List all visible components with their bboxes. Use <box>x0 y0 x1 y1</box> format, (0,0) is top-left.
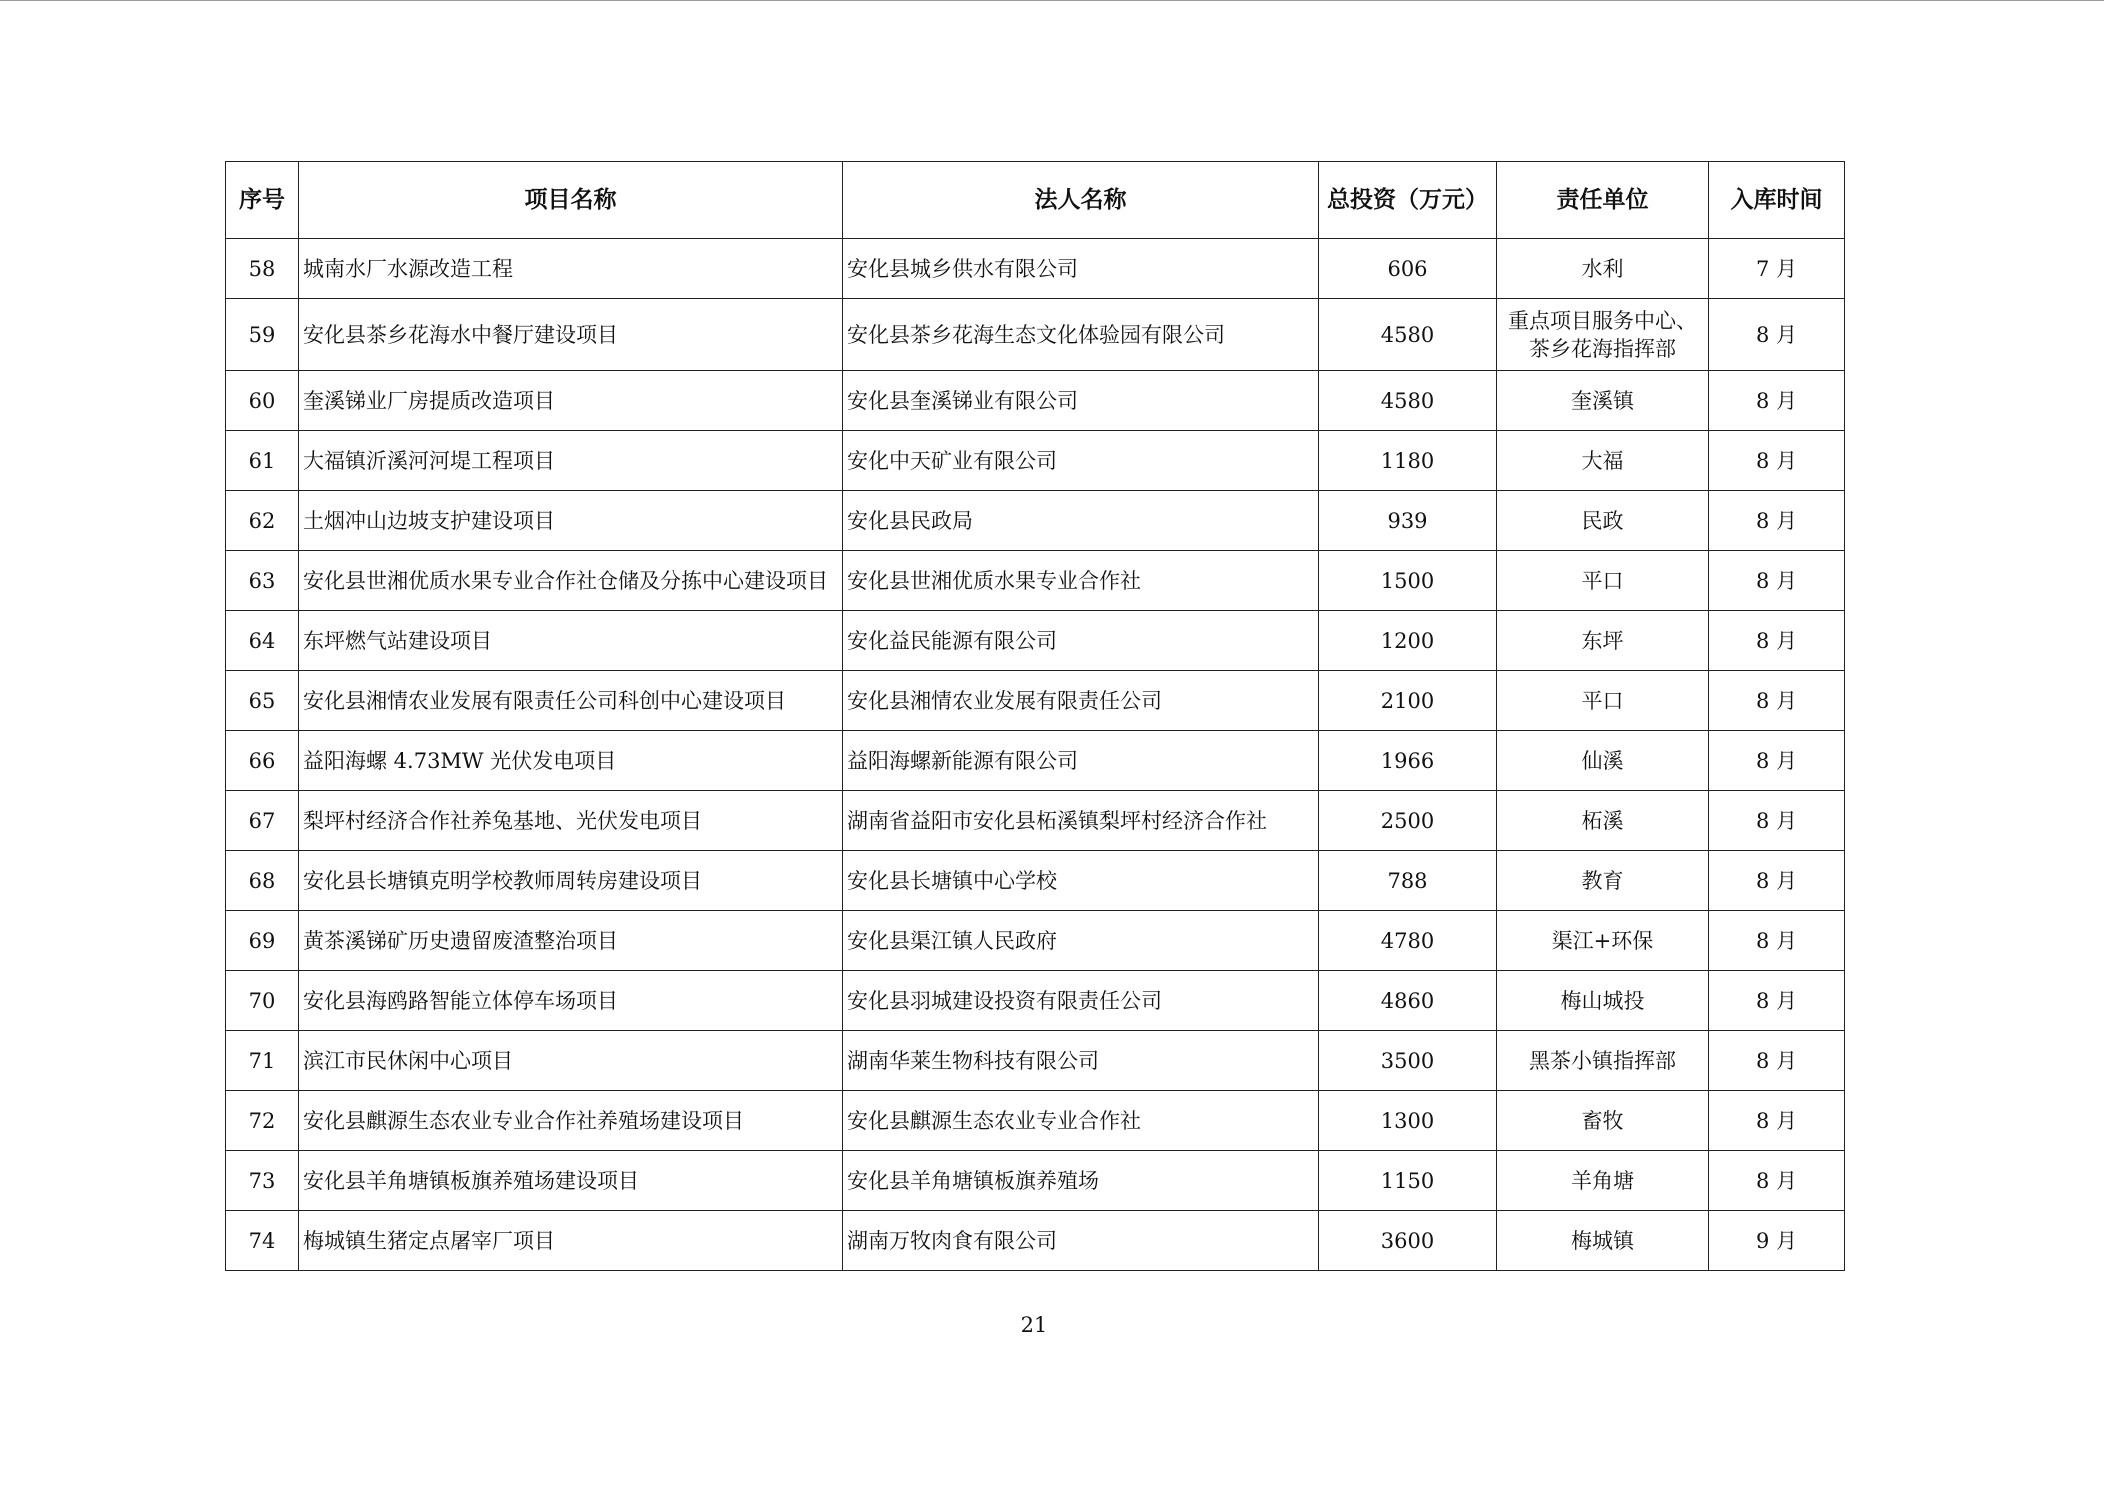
cell-responsible-unit: 畜牧 <box>1497 1091 1709 1151</box>
cell-responsible-unit: 奎溪镇 <box>1497 371 1709 431</box>
cell-responsible-unit: 教育 <box>1497 851 1709 911</box>
cell-entry-date: 8 月 <box>1709 671 1845 731</box>
cell-project-name: 梅城镇生猪定点屠宰厂项目 <box>299 1211 843 1271</box>
header-total-investment: 总投资（万元） <box>1319 162 1497 239</box>
cell-responsible-unit: 东坪 <box>1497 611 1709 671</box>
cell-legal-entity: 安化县茶乡花海生态文化体验园有限公司 <box>843 299 1319 371</box>
cell-serial-number: 71 <box>226 1031 299 1091</box>
cell-entry-date: 8 月 <box>1709 851 1845 911</box>
cell-serial-number: 65 <box>226 671 299 731</box>
cell-total-investment: 1150 <box>1319 1151 1497 1211</box>
table-row <box>226 971 1845 1031</box>
cell-legal-entity: 安化县长塘镇中心学校 <box>843 851 1319 911</box>
cell-responsible-unit: 水利 <box>1497 239 1709 299</box>
cell-serial-number: 58 <box>226 239 299 299</box>
cell-total-investment: 1200 <box>1319 611 1497 671</box>
cell-legal-entity: 安化中天矿业有限公司 <box>843 431 1319 491</box>
cell-project-name: 安化县羊角塘镇板旗养殖场建设项目 <box>299 1151 843 1211</box>
cell-project-name: 黄茶溪锑矿历史遗留废渣整治项目 <box>299 911 843 971</box>
cell-legal-entity: 安化益民能源有限公司 <box>843 611 1319 671</box>
cell-serial-number: 63 <box>226 551 299 611</box>
cell-project-name: 土烟冲山边坡支护建设项目 <box>299 491 843 551</box>
cell-responsible-unit: 仙溪 <box>1497 731 1709 791</box>
table-body <box>226 239 1845 1271</box>
cell-legal-entity: 益阳海螺新能源有限公司 <box>843 731 1319 791</box>
page-number: 21 <box>1020 1313 1048 1337</box>
cell-legal-entity: 湖南万牧肉食有限公司 <box>843 1211 1319 1271</box>
cell-total-investment: 788 <box>1319 851 1497 911</box>
cell-project-name: 安化县麒源生态农业专业合作社养殖场建设项目 <box>299 1091 843 1151</box>
table-row <box>226 371 1845 431</box>
cell-serial-number: 66 <box>226 731 299 791</box>
cell-legal-entity: 安化县湘情农业发展有限责任公司 <box>843 671 1319 731</box>
cell-serial-number: 60 <box>226 371 299 431</box>
cell-serial-number: 67 <box>226 791 299 851</box>
cell-project-name: 东坪燃气站建设项目 <box>299 611 843 671</box>
table-header <box>226 162 1845 239</box>
cell-serial-number: 61 <box>226 431 299 491</box>
header-responsible-unit: 责任单位 <box>1497 162 1709 239</box>
cell-project-name: 安化县湘情农业发展有限责任公司科创中心建设项目 <box>299 671 843 731</box>
cell-project-name: 梨坪村经济合作社养兔基地、光伏发电项目 <box>299 791 843 851</box>
cell-total-investment: 1500 <box>1319 551 1497 611</box>
table-row <box>226 671 1845 731</box>
cell-responsible-unit: 柘溪 <box>1497 791 1709 851</box>
table-row <box>226 299 1845 371</box>
cell-project-name: 滨江市民休闲中心项目 <box>299 1031 843 1091</box>
cell-serial-number: 69 <box>226 911 299 971</box>
cell-serial-number: 72 <box>226 1091 299 1151</box>
cell-project-name: 奎溪锑业厂房提质改造项目 <box>299 371 843 431</box>
cell-entry-date: 7 月 <box>1709 239 1845 299</box>
cell-legal-entity: 安化县奎溪锑业有限公司 <box>843 371 1319 431</box>
cell-legal-entity: 湖南华莱生物科技有限公司 <box>843 1031 1319 1091</box>
cell-responsible-unit: 梅山城投 <box>1497 971 1709 1031</box>
project-table <box>225 161 1845 1271</box>
cell-total-investment: 4580 <box>1319 371 1497 431</box>
cell-entry-date: 9 月 <box>1709 1211 1845 1271</box>
cell-responsible-unit: 平口 <box>1497 551 1709 611</box>
cell-project-name: 安化县海鸥路智能立体停车场项目 <box>299 971 843 1031</box>
cell-total-investment: 939 <box>1319 491 1497 551</box>
cell-entry-date: 8 月 <box>1709 299 1845 371</box>
cell-entry-date: 8 月 <box>1709 431 1845 491</box>
cell-total-investment: 3500 <box>1319 1031 1497 1091</box>
cell-entry-date: 8 月 <box>1709 1151 1845 1211</box>
cell-responsible-unit: 大福 <box>1497 431 1709 491</box>
cell-project-name: 城南水厂水源改造工程 <box>299 239 843 299</box>
table-row <box>226 851 1845 911</box>
header-legal-entity: 法人名称 <box>843 162 1319 239</box>
cell-project-name: 安化县世湘优质水果专业合作社仓储及分拣中心建设项目 <box>299 551 843 611</box>
cell-entry-date: 8 月 <box>1709 611 1845 671</box>
cell-entry-date: 8 月 <box>1709 731 1845 791</box>
table-row <box>226 239 1845 299</box>
cell-responsible-unit: 梅城镇 <box>1497 1211 1709 1271</box>
cell-total-investment: 2500 <box>1319 791 1497 851</box>
table-row <box>226 731 1845 791</box>
header-project-name: 项目名称 <box>299 162 843 239</box>
cell-responsible-unit: 平口 <box>1497 671 1709 731</box>
table-row <box>226 1151 1845 1211</box>
cell-responsible-unit: 黑茶小镇指挥部 <box>1497 1031 1709 1091</box>
cell-serial-number: 70 <box>226 971 299 1031</box>
cell-serial-number: 64 <box>226 611 299 671</box>
table-row <box>226 1091 1845 1151</box>
cell-serial-number: 59 <box>226 299 299 371</box>
cell-responsible-unit: 渠江+环保 <box>1497 911 1709 971</box>
cell-legal-entity: 安化县世湘优质水果专业合作社 <box>843 551 1319 611</box>
cell-total-investment: 1300 <box>1319 1091 1497 1151</box>
cell-project-name: 益阳海螺 4.73MW 光伏发电项目 <box>299 731 843 791</box>
cell-project-name: 安化县茶乡花海水中餐厅建设项目 <box>299 299 843 371</box>
header-entry-date: 入库时间 <box>1709 162 1845 239</box>
cell-project-name: 安化县长塘镇克明学校教师周转房建设项目 <box>299 851 843 911</box>
cell-entry-date: 8 月 <box>1709 551 1845 611</box>
table-row <box>226 1031 1845 1091</box>
cell-total-investment: 2100 <box>1319 671 1497 731</box>
cell-entry-date: 8 月 <box>1709 371 1845 431</box>
cell-legal-entity: 安化县麒源生态农业专业合作社 <box>843 1091 1319 1151</box>
cell-entry-date: 8 月 <box>1709 791 1845 851</box>
cell-responsible-unit: 重点项目服务中心、茶乡花海指挥部 <box>1497 299 1709 371</box>
cell-legal-entity: 湖南省益阳市安化县柘溪镇梨坪村经济合作社 <box>843 791 1319 851</box>
cell-total-investment: 606 <box>1319 239 1497 299</box>
table-row <box>226 791 1845 851</box>
cell-legal-entity: 安化县渠江镇人民政府 <box>843 911 1319 971</box>
table-row <box>226 911 1845 971</box>
cell-total-investment: 4780 <box>1319 911 1497 971</box>
cell-entry-date: 8 月 <box>1709 491 1845 551</box>
cell-total-investment: 4860 <box>1319 971 1497 1031</box>
cell-legal-entity: 安化县羽城建设投资有限责任公司 <box>843 971 1319 1031</box>
cell-project-name: 大福镇沂溪河河堤工程项目 <box>299 431 843 491</box>
cell-serial-number: 68 <box>226 851 299 911</box>
table-row <box>226 431 1845 491</box>
cell-total-investment: 1180 <box>1319 431 1497 491</box>
table-row <box>226 551 1845 611</box>
cell-total-investment: 4580 <box>1319 299 1497 371</box>
cell-legal-entity: 安化县羊角塘镇板旗养殖场 <box>843 1151 1319 1211</box>
table-row <box>226 491 1845 551</box>
cell-serial-number: 62 <box>226 491 299 551</box>
cell-legal-entity: 安化县城乡供水有限公司 <box>843 239 1319 299</box>
cell-serial-number: 73 <box>226 1151 299 1211</box>
cell-total-investment: 1966 <box>1319 731 1497 791</box>
header-row <box>226 162 1845 239</box>
cell-entry-date: 8 月 <box>1709 1091 1845 1151</box>
cell-entry-date: 8 月 <box>1709 971 1845 1031</box>
cell-responsible-unit: 民政 <box>1497 491 1709 551</box>
cell-entry-date: 8 月 <box>1709 1031 1845 1091</box>
cell-serial-number: 74 <box>226 1211 299 1271</box>
table-row <box>226 611 1845 671</box>
header-serial-number: 序号 <box>226 162 299 239</box>
cell-total-investment: 3600 <box>1319 1211 1497 1271</box>
cell-legal-entity: 安化县民政局 <box>843 491 1319 551</box>
table-row <box>226 1211 1845 1271</box>
cell-entry-date: 8 月 <box>1709 911 1845 971</box>
cell-responsible-unit: 羊角塘 <box>1497 1151 1709 1211</box>
